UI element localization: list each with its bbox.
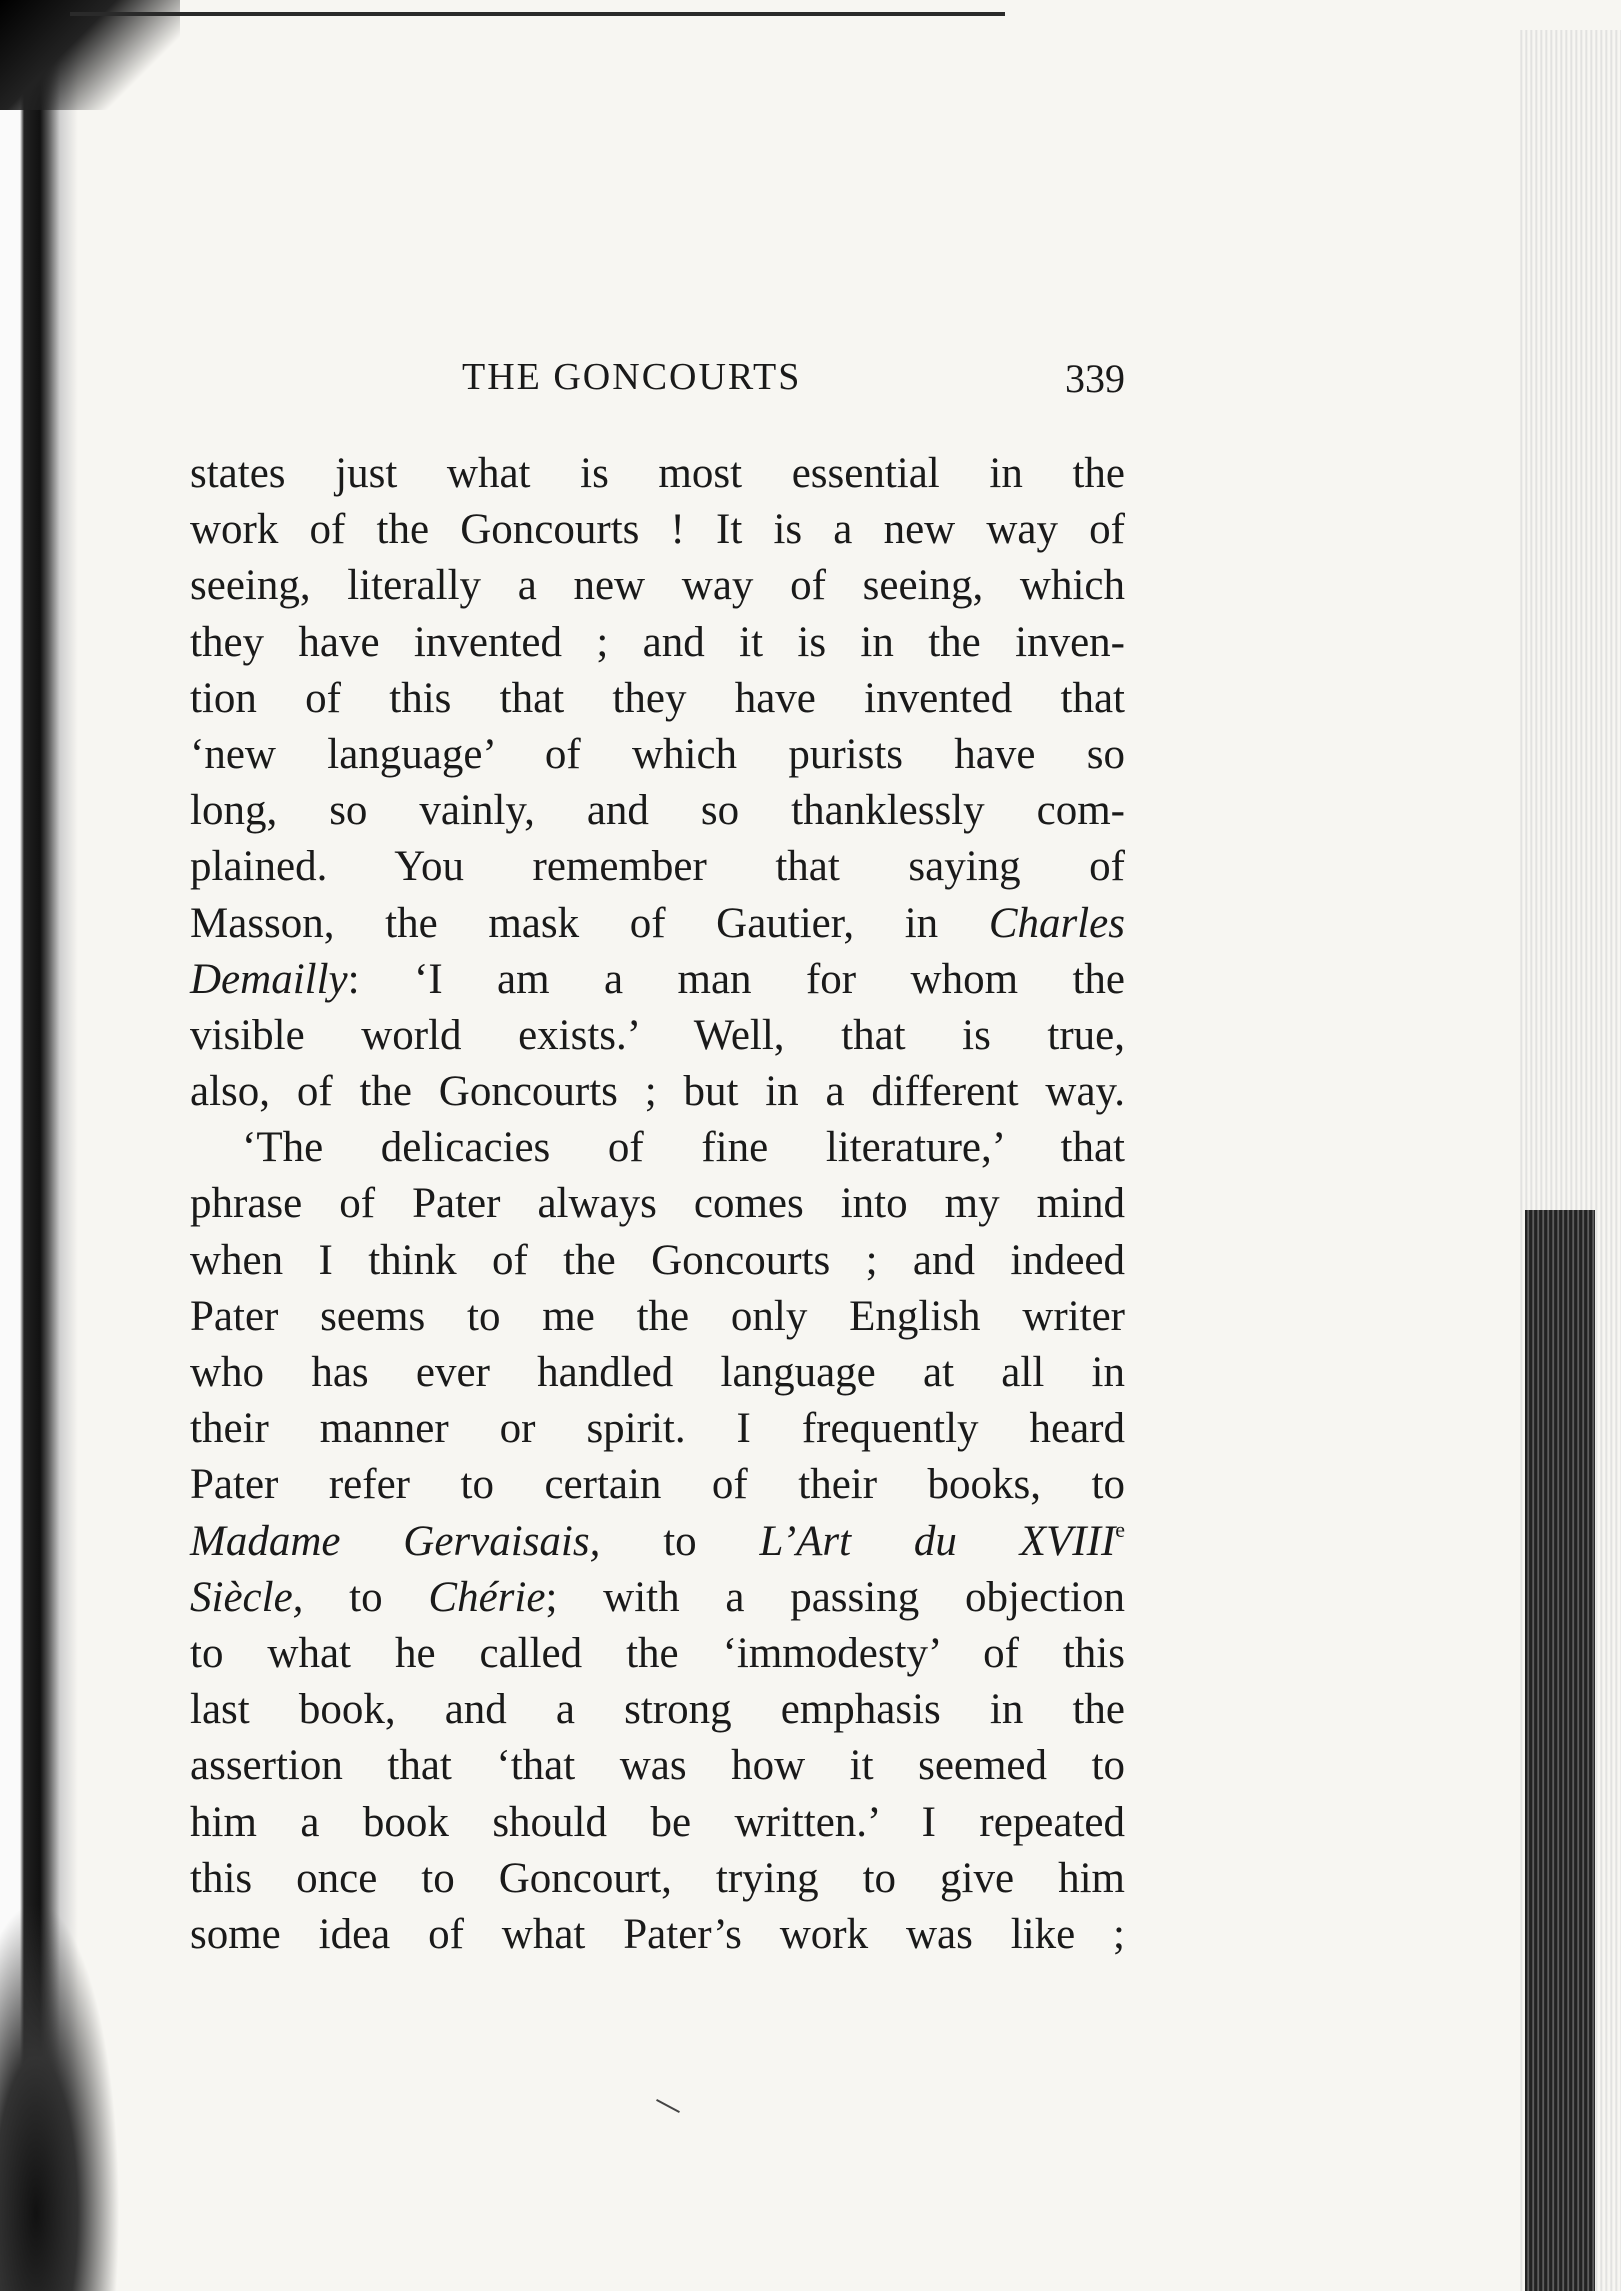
text-line: Masson, the mask of Gautier, in Charles <box>190 899 1125 947</box>
bottom-left-shadow <box>0 1900 120 2291</box>
text-line: long, so vainly, and so thanklessly com- <box>190 787 1125 835</box>
text-line: some idea of what Pater’s work was like ; <box>190 1910 1125 1958</box>
top-left-corner-shadow <box>0 0 180 110</box>
text-line: Pater seems to me the only English writer <box>190 1292 1125 1340</box>
text-line: states just what is most essential in the <box>190 450 1125 497</box>
text-line: tion of this that they have invented that <box>190 674 1125 722</box>
text-line: visible world exists.’ Well, that is true, <box>190 1011 1125 1059</box>
body-text <box>190 446 1125 1963</box>
text-line: Pater refer to certain of their books, to <box>190 1461 1125 1509</box>
text-line: plained. You remember that saying of <box>190 843 1125 891</box>
text-line: seeing, literally a new way of seeing, which <box>190 562 1125 610</box>
stray-pen-mark <box>656 2099 680 2113</box>
text-line: him a book should be written.’ I repeated <box>190 1798 1125 1846</box>
text-line: ‘new language’ of which purists have so <box>190 730 1125 778</box>
running-title: THE GONCOURTS <box>462 356 802 398</box>
text-line: Demailly: ‘I am a man for whom the <box>190 955 1125 1003</box>
text-line: Siècle, to Chérie; with a passing objection <box>190 1573 1125 1621</box>
text-line: phrase of Pater always comes into my mind <box>190 1180 1125 1228</box>
right-page-edges-dark <box>1525 1210 1595 2291</box>
text-line: assertion that ‘that was how it seemed to <box>190 1742 1125 1790</box>
text-line: who has ever handled language at all in <box>190 1349 1125 1396</box>
text-line: also, of the Goncourts ; but in a different way. <box>190 1068 1125 1116</box>
text-line: last book, and a strong emphasis in the <box>190 1686 1125 1734</box>
text-line: when I think of the Goncourts ; and indeed <box>190 1236 1125 1284</box>
text-line: to what he called the ‘immodesty’ of this <box>190 1629 1125 1677</box>
text-line: they have invented ; and it is in the inven- <box>190 618 1125 666</box>
running-head <box>190 355 1125 415</box>
top-edge-line <box>70 12 1005 16</box>
text-line: their manner or spirit. I frequently heard <box>190 1405 1125 1453</box>
text-line: ‘The delicacies of fine literature,’ that <box>242 1124 1125 1172</box>
text-line: Madame Gervaisais, to L’Art du XVIIIe <box>190 1516 1126 1565</box>
text-line: this once to Goncourt, trying to give him <box>190 1854 1125 1902</box>
text-line: work of the Goncourts ! It is a new way of <box>190 506 1125 554</box>
page-number: 339 <box>1065 356 1125 401</box>
